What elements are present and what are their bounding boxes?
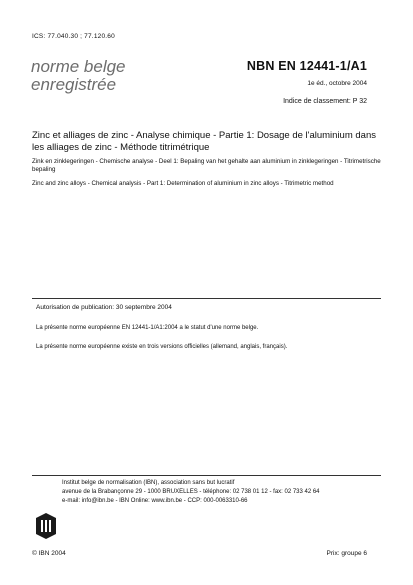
title-dutch: Zink en zinklegeringen - Chemische analyse - Deel 1: Bepaling van het gehalte aan aluminium in zinklegeringen - Titrimetrische bepaling bbox=[32, 158, 381, 173]
title-english: Zinc and zinc alloys - Chemical analysis - Part 1: Determination of aluminium in zinc alloys - Titrimetric method bbox=[32, 180, 334, 187]
ics-codes: ICS: 77.040.30 ; 77.120.60 bbox=[32, 33, 115, 40]
standard-number: NBN EN 12441-1/A1 bbox=[246, 59, 367, 73]
title-french: Zinc et alliages de zinc - Analyse chimique - Partie 1: Dosage de l'aluminium dans les alliages de zinc - Méthode titrimétrique bbox=[32, 130, 376, 153]
classification-index: Indice de classement: P 32 bbox=[283, 98, 367, 105]
status-note: La présente norme européenne EN 12441-1/A1:2004 a le statut d'une norme belge. bbox=[36, 325, 259, 331]
ibn-logo-icon bbox=[36, 513, 56, 539]
publication-authorization: Autorisation de publication: 30 septembre 2004 bbox=[36, 304, 172, 311]
institute-line-2: avenue de la Brabançonne 29 - 1000 BRUXELLES - téléphone: 02 738 01 12 - fax: 02 733 42 64 bbox=[62, 489, 320, 495]
institute-line-1: Institut belge de normalisation (IBN), association sans but lucratif bbox=[62, 480, 235, 486]
institute-line-3: e-mail: info@ibn.be - IBN Online: www.ibn.be - CCP: 000-0063310-66 bbox=[62, 498, 248, 504]
price-group: Prix: groupe 6 bbox=[326, 550, 367, 557]
versions-note: La présente norme européenne existe en trois versions officielles (allemand, anglais, français). bbox=[36, 344, 288, 350]
edition-date: 1e éd., octobre 2004 bbox=[307, 80, 367, 87]
norme-line-2: enregistrée bbox=[31, 75, 117, 94]
norme-line-1: norme belge bbox=[31, 57, 126, 76]
divider-top bbox=[32, 298, 381, 299]
divider-bottom bbox=[32, 475, 381, 476]
norme-belge-label bbox=[31, 58, 126, 94]
copyright: © IBN 2004 bbox=[32, 550, 66, 557]
